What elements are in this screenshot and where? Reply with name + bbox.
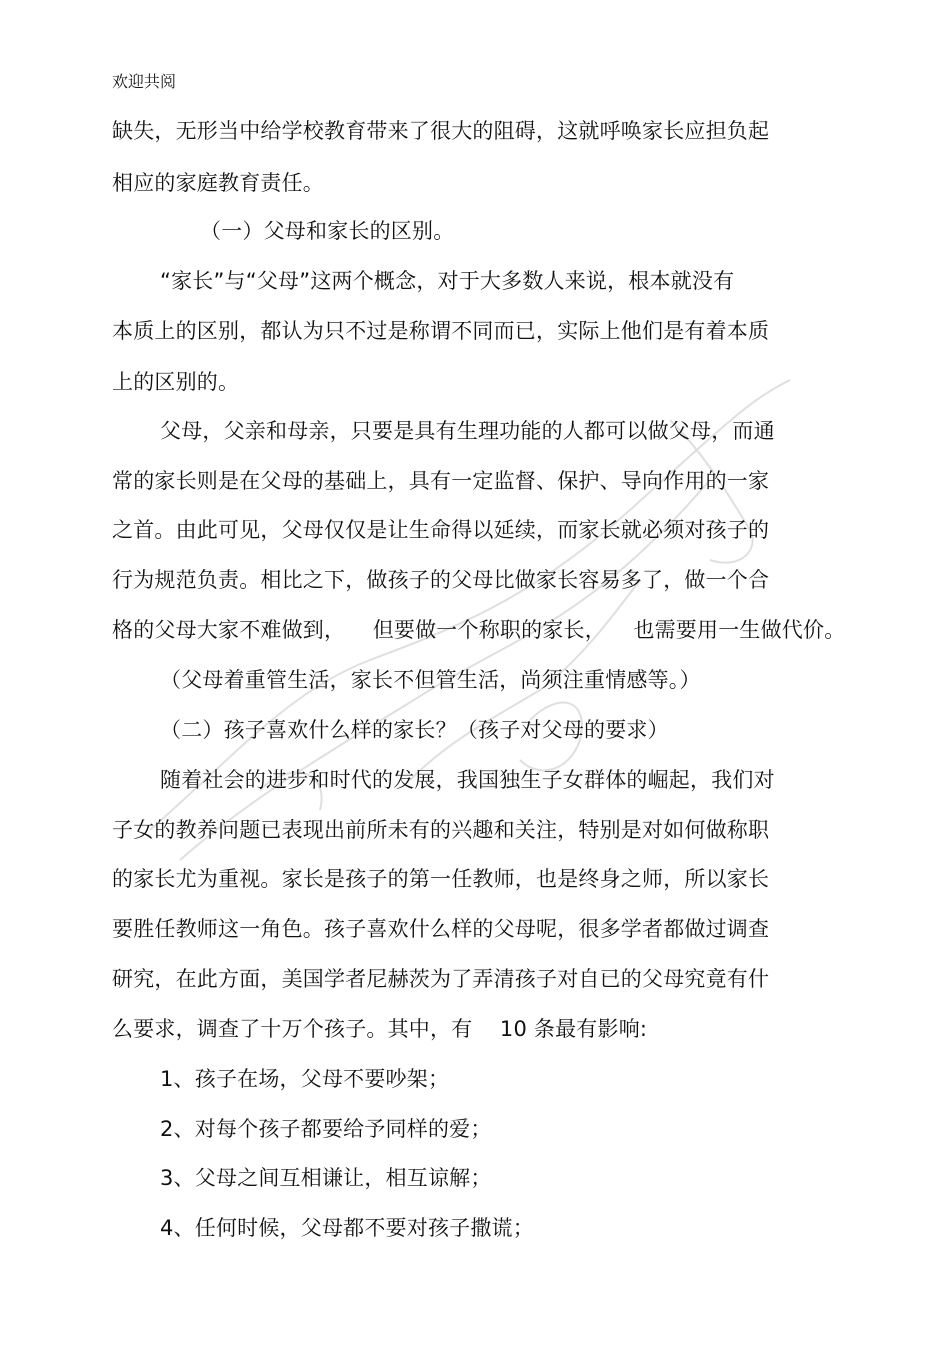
text-line: 缺失，无形当中给学校教育带来了很大的阻碍，这就呼唤家长应担负起 bbox=[112, 119, 770, 143]
list-item: 3、父母之间互相谦让，相互谅解； bbox=[160, 1166, 492, 1190]
text-line: “家长”与“父母”这两个概念，对于大多数人来说，根本就没有 bbox=[160, 269, 735, 293]
text-line: 行为规范负责。相比之下，做孩子的父母比做家长容易多了，做一个合 bbox=[112, 568, 770, 592]
page-header: 欢迎共阅 bbox=[112, 72, 177, 91]
text-line: （父母着重管生活，家长不但管生活，尚须注重情感等。） bbox=[160, 668, 701, 692]
text-line: 格的父母大家不难做到， 但要做一个称职的家长， 也需要用一生做代价。 bbox=[112, 618, 846, 642]
text-line: 子女的教养问题已表现出前所未有的兴趣和关注，特别是对如何做称职 bbox=[112, 818, 770, 842]
text-line: 上的区别的。 bbox=[112, 370, 240, 394]
list-item: 2、对每个孩子都要给予同样的爱； bbox=[160, 1117, 492, 1141]
section-heading: （一）父母和家长的区别。 bbox=[200, 219, 455, 243]
section-heading: （二）孩子喜欢什么样的家长？（孩子对父母的要求） bbox=[160, 718, 669, 742]
text-line: 么要求，调查了十万个孩子。其中，有 10 条最有影响: bbox=[112, 1017, 648, 1041]
text-line: 相应的家庭教育责任。 bbox=[112, 171, 324, 195]
text-line: 随着社会的进步和时代的发展，我国独生子女群体的崛起，我们对 bbox=[160, 768, 775, 792]
list-item: 4、任何时候，父母都不要对孩子撒谎； bbox=[160, 1216, 534, 1240]
text-line: 研究，在此方面，美国学者尼赫茨为了弄清孩子对自已的父母究竟有什 bbox=[112, 967, 770, 991]
list-item: 1、孩子在场，父母不要吵架； bbox=[160, 1067, 450, 1091]
text-line: 本质上的区别，都认为只不过是称谓不同而已，实际上他们是有着本质 bbox=[112, 319, 770, 343]
text-line: 常的家长则是在父母的基础上，具有一定监督、保护、导向作用的一家 bbox=[112, 469, 770, 493]
text-line: 父母，父亲和母亲，只要是具有生理功能的人都可以做父母，而通 bbox=[160, 419, 775, 443]
text-line: 之首。由此可见，父母仅仅是让生命得以延续，而家长就必须对孩子的 bbox=[112, 518, 770, 542]
text-line: 的家长尤为重视。家长是孩子的第一任教师，也是终身之师，所以家长 bbox=[112, 867, 770, 891]
text-line: 要胜任教师这一角色。孩子喜欢什么样的父母呢，很多学者都做过调查 bbox=[112, 917, 770, 941]
